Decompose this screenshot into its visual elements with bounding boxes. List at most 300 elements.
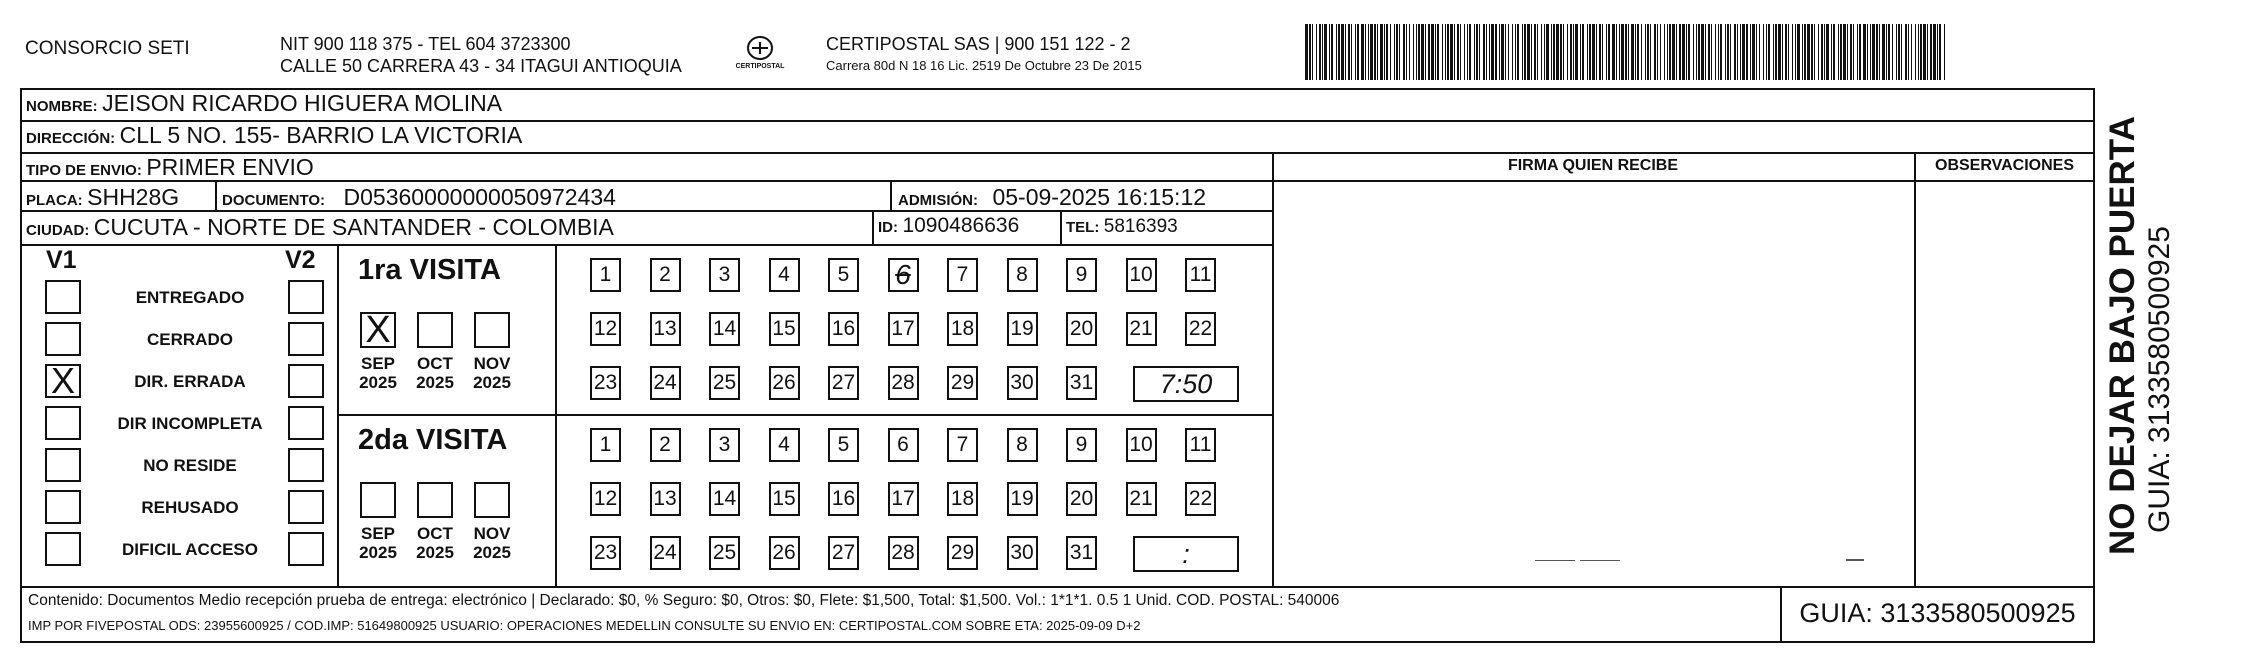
status-label: DIR INCOMPLETA	[117, 414, 263, 433]
barcode-bar	[1357, 24, 1359, 80]
day-box[interactable]: 18	[947, 312, 978, 346]
barcode-bar	[1386, 24, 1388, 80]
day-box[interactable]: 22	[1185, 312, 1216, 346]
barcode-bar	[1416, 24, 1417, 80]
barcode-bar	[1319, 24, 1321, 80]
day-box[interactable]: 6	[888, 258, 919, 292]
day-box[interactable]: 24	[650, 536, 681, 570]
day-box[interactable]: 23	[590, 536, 621, 570]
barcode-bar	[1457, 24, 1459, 80]
barcode-bar	[1876, 24, 1878, 80]
barcode-bar	[1727, 24, 1729, 80]
nombre-row	[26, 90, 502, 117]
row-line	[20, 152, 2095, 154]
barcode-bar	[1756, 24, 1757, 80]
month-label	[467, 524, 517, 562]
barcode-bar	[1920, 24, 1922, 80]
barcode-bar	[1826, 24, 1829, 80]
day-box[interactable]: 17	[888, 482, 919, 516]
time-field[interactable]: :	[1133, 536, 1239, 572]
documento-label: DOCUMENTO:	[222, 192, 326, 209]
barcode-bar	[1384, 24, 1385, 80]
day-box[interactable]: 15	[769, 312, 800, 346]
barcode-bar	[1380, 24, 1383, 80]
status-v1-checkbox[interactable]	[45, 280, 81, 314]
day-box[interactable]: 25	[709, 536, 740, 570]
day-box[interactable]: 10	[1126, 428, 1157, 462]
tel-divider	[1060, 210, 1062, 244]
barcode-bar	[1625, 24, 1627, 80]
status-v1-checkbox[interactable]	[45, 448, 81, 482]
barcode-bar	[1718, 24, 1719, 80]
status-v2-checkbox[interactable]	[288, 532, 324, 566]
day-box[interactable]: 19	[1007, 312, 1038, 346]
barcode-bar	[1847, 24, 1848, 80]
barcode-bar	[1892, 24, 1893, 80]
day-box[interactable]: 4	[769, 258, 800, 292]
frame-bottom	[20, 641, 2095, 643]
barcode-bar	[1843, 24, 1846, 80]
status-label: CERRADO	[147, 330, 233, 349]
day-box[interactable]: 1	[590, 428, 621, 462]
company-name: CONSORCIO SETI	[25, 38, 190, 59]
barcode-bar	[1442, 24, 1443, 80]
barcode-bar	[1763, 24, 1764, 80]
barcode-bar	[1570, 24, 1572, 80]
firma-header: FIRMA QUIEN RECIBE	[1507, 157, 1679, 174]
barcode-bar	[1331, 24, 1333, 80]
barcode-bar	[1616, 24, 1617, 80]
status-v2-checkbox[interactable]	[288, 490, 324, 524]
barcode-bar	[1556, 24, 1559, 80]
signature-mark	[1535, 560, 1575, 561]
nombre-value: JEISON RICARDO HIGUERA MOLINA	[102, 90, 503, 116]
barcode-bar	[1824, 24, 1825, 80]
admision-label: ADMISIÓN:	[898, 192, 978, 209]
barcode-bar	[1447, 24, 1449, 80]
status-v1-checkbox[interactable]	[45, 406, 81, 440]
id-value: 1090486636	[902, 214, 1020, 237]
day-box[interactable]: 18	[947, 482, 978, 516]
certipostal-logo	[732, 34, 788, 78]
barcode-bar	[1879, 24, 1880, 80]
barcode-bar	[1399, 24, 1400, 80]
barcode-bar	[1686, 24, 1687, 80]
barcode-bar	[1573, 24, 1574, 80]
barcode-bar	[1596, 24, 1597, 80]
barcode-bar	[1406, 24, 1407, 80]
barcode-bar	[1413, 24, 1414, 80]
placa-cell	[26, 184, 179, 211]
barcode-bar	[1740, 24, 1741, 80]
day-box[interactable]: 10	[1126, 258, 1157, 292]
day-box[interactable]: 19	[1007, 482, 1038, 516]
barcode-bar	[1431, 24, 1434, 80]
barcode-bar	[1773, 24, 1774, 80]
day-box[interactable]: 4	[769, 428, 800, 462]
barcode-bar	[1606, 24, 1607, 80]
barcode-bar	[1374, 24, 1376, 80]
barcode-bar	[1660, 24, 1661, 80]
footer-imp: IMP POR FIVEPOSTAL ODS: 23955600925 / COD.IMP: 51649800925 USUARIO: OPERACIONES MEDELLIN CONSULTE SU ENVIO EN: CERTIPOSTAL.COM SOBRE ETA: 2025-09-09 D+2	[28, 618, 1141, 633]
status-v2-checkbox[interactable]	[288, 280, 324, 314]
barcode-bar	[1679, 24, 1681, 80]
month-label	[410, 524, 460, 562]
admision-divider	[890, 180, 892, 210]
month-checkbox[interactable]	[474, 312, 510, 348]
day-box[interactable]: 27	[828, 366, 859, 400]
barcode-bar	[1818, 24, 1819, 80]
barcode-bar	[1489, 24, 1490, 80]
status-v2-checkbox[interactable]	[288, 322, 324, 356]
month-name: SEP	[360, 354, 396, 373]
license-line: Carrera 80d N 18 16 Lic. 2519 De Octubre 23 De 2015	[826, 58, 1142, 73]
barcode-bar	[1682, 24, 1685, 80]
day-box[interactable]: 5	[828, 428, 859, 462]
barcode-bar	[1768, 24, 1770, 80]
day-box[interactable]: 11	[1185, 428, 1216, 462]
barcode-bar	[1811, 24, 1813, 80]
barcode-bar	[1508, 24, 1509, 80]
day-box[interactable]: 7	[947, 258, 978, 292]
signature-mark	[1580, 560, 1620, 561]
day-box[interactable]: 16	[828, 312, 859, 346]
barcode-bar	[1698, 24, 1700, 80]
barcode-bar	[1766, 24, 1767, 80]
barcode-bar	[1551, 24, 1552, 80]
month-name: NOV	[473, 354, 511, 373]
barcode-bar	[1437, 24, 1439, 80]
day-box[interactable]: 26	[769, 366, 800, 400]
side-guia: GUIA: 3133580500925	[2143, 226, 2176, 533]
barcode-bar	[1631, 24, 1634, 80]
barcode-bar	[1637, 24, 1639, 80]
barcode-bar	[1377, 24, 1378, 80]
day-box[interactable]: 21	[1126, 312, 1157, 346]
side-warning: NO DEJAR BAJO PUERTA	[2103, 116, 2142, 555]
barcode-bar	[1734, 24, 1736, 80]
barcode-bar	[1752, 24, 1755, 80]
barcode-bar	[1316, 24, 1317, 80]
month-name: NOV	[473, 524, 511, 543]
barcode-bar	[1859, 24, 1861, 80]
barcode-bar	[1501, 24, 1504, 80]
day-box[interactable]: 29	[947, 536, 978, 570]
day-box[interactable]: 15	[769, 482, 800, 516]
frame-left	[20, 88, 22, 643]
month-label	[353, 524, 403, 562]
barcode-bar	[1792, 24, 1793, 80]
barcode-bar	[1396, 24, 1398, 80]
barcode-bar	[1421, 24, 1424, 80]
day-box[interactable]: 7	[947, 428, 978, 462]
barcode-bar	[1361, 24, 1364, 80]
day-box[interactable]: 28	[888, 536, 919, 570]
status-v1-checkbox[interactable]: X	[45, 364, 81, 398]
logo-text: CERTIPOSTAL	[735, 63, 785, 70]
tel-label: TEL:	[1066, 219, 1100, 236]
barcode-bar	[1882, 24, 1885, 80]
barcode-bar	[1409, 24, 1410, 80]
day-box[interactable]: 8	[1007, 258, 1038, 292]
status-label: DIR. ERRADA	[134, 372, 246, 391]
barcode	[1305, 24, 1945, 80]
barcode-bar	[1560, 24, 1562, 80]
barcode-bar	[1312, 24, 1313, 80]
day-box[interactable]: 26	[769, 536, 800, 570]
status-v1-checkbox[interactable]	[45, 322, 81, 356]
day-box[interactable]: 3	[709, 428, 740, 462]
barcode-bar	[1915, 24, 1916, 80]
barcode-bar	[1599, 24, 1601, 80]
month-year: 2025	[473, 543, 511, 562]
barcode-bar	[1567, 24, 1568, 80]
status-v2-checkbox[interactable]	[288, 448, 324, 482]
day-box[interactable]: 23	[590, 366, 621, 400]
status-label: ENTREGADO	[135, 288, 245, 307]
day-box[interactable]: 1	[590, 258, 621, 292]
barcode-bar	[1390, 24, 1391, 80]
day-box[interactable]: 11	[1185, 258, 1216, 292]
month-year: 2025	[416, 373, 454, 392]
barcode-bar	[1746, 24, 1748, 80]
barcode-bar	[1676, 24, 1677, 80]
day-box[interactable]: 31	[1066, 536, 1097, 570]
barcode-bar	[1505, 24, 1506, 80]
month-label	[410, 354, 460, 392]
barcode-bar	[1582, 24, 1584, 80]
visit-title: 2da VISITA	[358, 424, 508, 456]
barcode-bar	[1336, 24, 1337, 80]
barcode-bar	[1647, 24, 1649, 80]
tipo-value: PRIMER ENVIO	[146, 154, 314, 180]
barcode-bar	[1445, 24, 1446, 80]
barcode-bar	[1778, 24, 1781, 80]
day-box[interactable]: 2	[650, 428, 681, 462]
month-year: 2025	[359, 373, 397, 392]
footer-line	[20, 586, 2095, 588]
time-field[interactable]: 7:50	[1133, 366, 1239, 402]
barcode-bar	[1345, 24, 1346, 80]
barcode-bar	[1587, 24, 1588, 80]
placa-divider	[215, 180, 217, 210]
day-box[interactable]: 2	[650, 258, 681, 292]
barcode-bar	[1602, 24, 1603, 80]
barcode-bar	[1933, 24, 1936, 80]
barcode-bar	[1365, 24, 1366, 80]
barcode-bar	[1541, 24, 1542, 80]
barcode-bar	[1696, 24, 1697, 80]
nit-line: NIT 900 118 375 - TEL 604 3723300	[280, 34, 571, 54]
frame-right	[2093, 88, 2095, 643]
day-box[interactable]: 20	[1066, 482, 1097, 516]
barcode-bar	[1711, 24, 1712, 80]
ciudad-value: CUCUTA - NORTE DE SANTANDER - COLOMBIA	[93, 214, 614, 240]
barcode-bar	[1785, 24, 1787, 80]
tel-cell	[1066, 216, 1178, 238]
status-v2-checkbox[interactable]	[288, 406, 324, 440]
day-box[interactable]: 12	[590, 482, 621, 516]
barcode-bar	[1807, 24, 1810, 80]
day-box[interactable]: 14	[709, 312, 740, 346]
day-box[interactable]: 30	[1007, 366, 1038, 400]
day-box[interactable]: 28	[888, 366, 919, 400]
barcode-bar	[1742, 24, 1745, 80]
barcode-bar	[1460, 24, 1461, 80]
status-label: NO RESIDE	[143, 456, 237, 475]
barcode-bar	[1403, 24, 1405, 80]
barcode-bar	[1305, 24, 1308, 80]
day-box[interactable]: 25	[709, 366, 740, 400]
barcode-bar	[1688, 24, 1690, 80]
direccion-value: CLL 5 NO. 155- BARRIO LA VICTORIA	[119, 122, 523, 148]
barcode-bar	[1725, 24, 1726, 80]
month-label	[353, 354, 403, 392]
barcode-bar	[1939, 24, 1941, 80]
day-box[interactable]: 20	[1066, 312, 1097, 346]
barcode-bar	[1923, 24, 1926, 80]
barcode-bar	[1537, 24, 1538, 80]
day-box[interactable]: 9	[1066, 258, 1097, 292]
barcode-bar	[1435, 24, 1436, 80]
barcode-bar	[1737, 24, 1738, 80]
barcode-bar	[1483, 24, 1485, 80]
barcode-bar	[1394, 24, 1395, 80]
month-checkbox[interactable]: X	[360, 312, 396, 348]
barcode-bar	[1840, 24, 1842, 80]
month-name: OCT	[417, 354, 453, 373]
barcode-bar	[1905, 24, 1907, 80]
status-v1-checkbox[interactable]	[45, 490, 81, 524]
barcode-bar	[1641, 24, 1642, 80]
barcode-bar	[1650, 24, 1651, 80]
barcode-bar	[1450, 24, 1453, 80]
barcode-bar	[1853, 24, 1854, 80]
placa-value: SHH28G	[87, 184, 180, 210]
day-box[interactable]: 29	[947, 366, 978, 400]
barcode-bar	[1512, 24, 1513, 80]
barcode-bar	[1708, 24, 1710, 80]
barcode-bar	[1324, 24, 1327, 80]
tel-value: 5816393	[1103, 216, 1178, 237]
guia-box-text: GUIA: 3133580500925	[1799, 598, 2076, 628]
barcode-bar	[1886, 24, 1887, 80]
barcode-bar	[1759, 24, 1760, 80]
day-box[interactable]: 17	[888, 312, 919, 346]
status-v1-checkbox[interactable]	[45, 532, 81, 566]
day-box[interactable]: 5	[828, 258, 859, 292]
obs-divider	[1914, 152, 1916, 588]
barcode-bar	[1888, 24, 1890, 80]
barcode-bar	[1338, 24, 1340, 80]
barcode-bar	[1872, 24, 1875, 80]
month-checkbox[interactable]	[474, 482, 510, 518]
month-year: 2025	[359, 543, 397, 562]
day-box[interactable]: 12	[590, 312, 621, 346]
day-box[interactable]: 16	[828, 482, 859, 516]
barcode-bar	[1464, 24, 1465, 80]
signature-mark	[1846, 559, 1864, 561]
barcode-bar	[1693, 24, 1694, 80]
barcode-bar	[1621, 24, 1624, 80]
barcode-bar	[1908, 24, 1909, 80]
barcode-bar	[1701, 24, 1704, 80]
day-box[interactable]: 27	[828, 536, 859, 570]
barcode-bar	[1720, 24, 1722, 80]
barcode-bar	[1750, 24, 1751, 80]
barcode-bar	[1705, 24, 1706, 80]
ciudad-cell	[26, 214, 614, 241]
barcode-bar	[1857, 24, 1858, 80]
observaciones-header: OBSERVACIONES	[1935, 157, 2074, 174]
day-box[interactable]: 24	[650, 366, 681, 400]
barcode-bar	[1795, 24, 1796, 80]
day-box[interactable]: 3	[709, 258, 740, 292]
barcode-bar	[1850, 24, 1852, 80]
barcode-bar	[1775, 24, 1777, 80]
barcode-bar	[1838, 24, 1839, 80]
day-box[interactable]: 31	[1066, 366, 1097, 400]
id-label: ID:	[878, 219, 898, 236]
documento-value: D05360000000050972434	[343, 184, 616, 210]
barcode-bar	[1515, 24, 1516, 80]
barcode-bar	[1619, 24, 1620, 80]
barcode-bar	[1804, 24, 1806, 80]
day-box[interactable]: 21	[1126, 482, 1157, 516]
day-box[interactable]: 8	[1007, 428, 1038, 462]
day-box[interactable]: 14	[709, 482, 740, 516]
address-line: CALLE 50 CARRERA 43 - 34 ITAGUI ANTIOQUIA	[280, 56, 682, 76]
barcode-bar	[1495, 24, 1497, 80]
barcode-bar	[1918, 24, 1919, 80]
day-box[interactable]: 6	[888, 428, 919, 462]
day-box[interactable]: 22	[1185, 482, 1216, 516]
certipostal-line: CERTIPOSTAL SAS | 900 151 122 - 2	[826, 34, 1131, 54]
day-box[interactable]: 13	[650, 482, 681, 516]
barcode-bar	[1517, 24, 1519, 80]
month-label	[467, 354, 517, 392]
barcode-bar	[1730, 24, 1731, 80]
barcode-bar	[1499, 24, 1500, 80]
month-name: SEP	[360, 524, 396, 543]
footer-contenido: Contenido: Documentos Medio recepción prueba de entrega: electrónico | Declarado: $0, % Seguro: $0, Otros: $0, Flete: $1,500, Total: $1,500. Vol.: 1*1*1. 0.5 1 Unid. COD. POSTAL: 540006	[28, 592, 1340, 609]
month-checkbox[interactable]	[417, 482, 453, 518]
barcode-bar	[1553, 24, 1555, 80]
day-box[interactable]: 30	[1007, 536, 1038, 570]
barcode-bar	[1351, 24, 1352, 80]
barcode-bar	[1788, 24, 1789, 80]
barcode-bar	[1309, 24, 1311, 80]
barcode-bar	[1486, 24, 1487, 80]
month-checkbox[interactable]	[360, 482, 396, 518]
status-v2-checkbox[interactable]	[288, 364, 324, 398]
day-box[interactable]: 13	[650, 312, 681, 346]
barcode-bar	[1428, 24, 1430, 80]
barcode-bar	[1370, 24, 1373, 80]
month-year: 2025	[416, 543, 454, 562]
id-cell	[878, 214, 1019, 238]
barcode-bar	[1645, 24, 1646, 80]
barcode-bar	[1715, 24, 1716, 80]
day-box[interactable]: 9	[1066, 428, 1097, 462]
barcode-bar	[1524, 24, 1526, 80]
barcode-bar	[1612, 24, 1615, 80]
barcode-bar	[1937, 24, 1938, 80]
barcode-bar	[1863, 24, 1866, 80]
barcode-bar	[1425, 24, 1426, 80]
month-checkbox[interactable]	[417, 312, 453, 348]
month-name: OCT	[417, 524, 453, 543]
